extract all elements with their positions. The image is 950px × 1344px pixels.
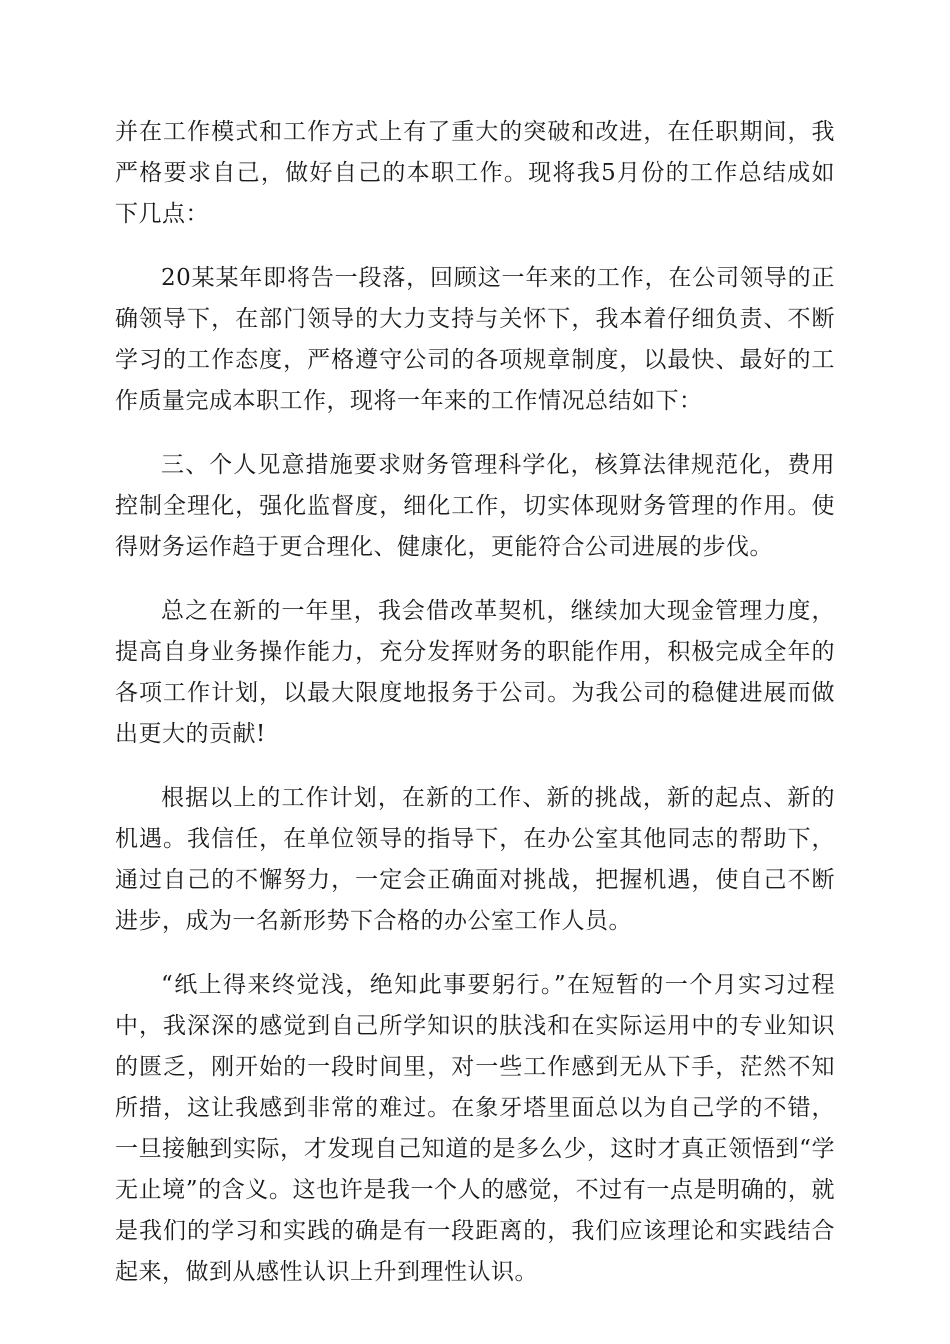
document-body (115, 112, 835, 1316)
paragraph-work-plan: 根据以上的工作计划，在新的工作、新的挑战，新的起点、新的机遇。我信任，在单位领导的指导下，在办公室其他同志的帮助下，通过自己的不懈努力，一定会正确面对挑战，把握机遇，使自己不断进步，成为一名新形势下合格的办公室工作人员。 (115, 785, 835, 934)
paragraph-year-review: 20某某年即将告一段落，回顾这一年来的工作，在公司领导的正确领导下，在部门领导的大力支持与关怀下，我本着仔细负责、不断学习的工作态度，严格遵守公司的各项规章制度，以最快、最好的工作质量完成本职工作，现将一年来的工作情况总结如下： (115, 265, 835, 414)
paragraph-internship-reflection: “纸上得来终觉浅，绝知此事要躬行。”在短暂的一个月实习过程中，我深深的感觉到自己所学知识的肤浅和在实际运用中的专业知识的匮乏，刚开始的一段时间里，对一些工作感到无从下手，茫然不知所措，这让我感到非常的难过。在象牙塔里面总以为自己学的不错，一旦接触到实际，才发现自己知道的是多么少，这时才真正领悟到“学无止境”的含义。这也许是我一个人的感觉，不过有一点是明确的，就是我们的学习和实践的确是有一段距离的，我们应该理论和实践结合起来，做到从感性认识上升到理性认识。 (115, 972, 835, 1285)
paragraph-suggestions: 三、个人见意措施要求财务管理科学化，核算法律规范化，费用控制全理化，强化监督度，细化工作，切实体现财务管理的作用。使得财务运作趋于更合理化、健康化，更能符合公司进展的步伐。 (115, 452, 835, 560)
paragraph-continuation: 并在工作模式和工作方式上有了重大的突破和改进，在任职期间，我严格要求自己，做好自己的本职工作。现将我5月份的工作总结成如下几点： (115, 119, 835, 227)
paragraph-conclusion: 总之在新的一年里，我会借改革契机，继续加大现金管理力度，提高自身业务操作能力，充分发挥财务的职能作用，积极完成全年的各项工作计划，以最大限度地报务于公司。为我公司的稳健进展而做出更大的贡献! (115, 598, 835, 747)
